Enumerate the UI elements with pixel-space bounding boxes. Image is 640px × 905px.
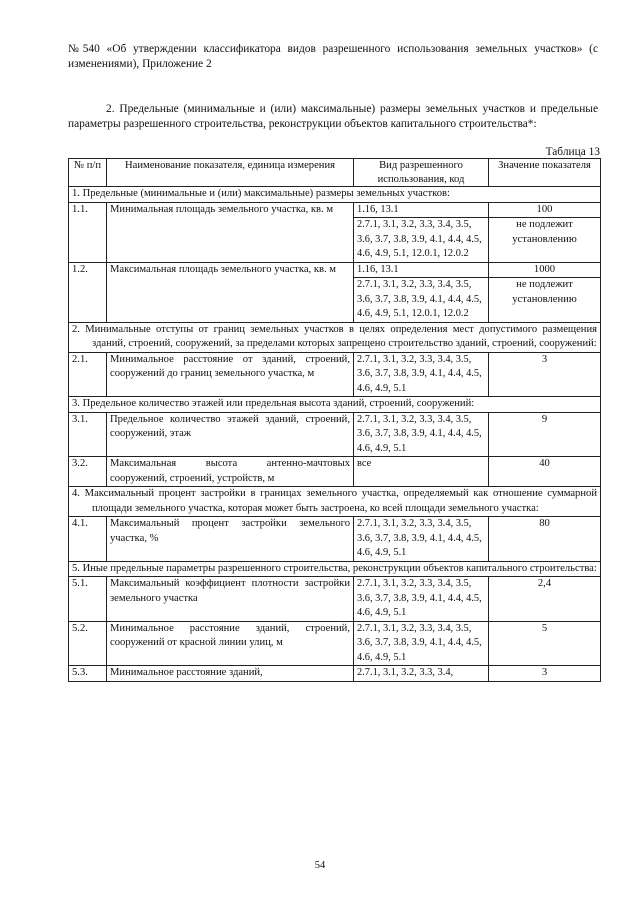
row-code: 2.7.1, 3.1, 3.2, 3.3, 3.4, 3.5, 3.6, 3.7, 3.8, 3.9, 4.1, 4.4, 4.5, 4.6, 4.9, 5.1, 12.0.1, 12.0.2 [354,278,489,323]
row-code: 2.7.1, 3.1, 3.2, 3.3, 3.4, [354,666,489,682]
row-value: не подлежит установлению [489,278,601,323]
table-label: Таблица 13 [545,146,600,158]
table-header-row [69,159,601,187]
table-row [69,457,601,487]
paragraph-2 [68,102,598,131]
header-name: Наименование показателя, единица измерения [107,159,354,187]
row-num: 1.1. [69,202,107,262]
table-row [69,666,601,682]
row-code: все [354,457,489,487]
table-row [69,517,601,562]
table-row [69,202,601,218]
section-row-1 [69,187,601,203]
table-row [69,352,601,397]
section-5-title: 5. Иные предельные параметры разрешенного строительства, реконструкции объектов капитального строительства: [72,562,597,574]
section-row-3 [69,397,601,413]
intro-text: №540 «Об утверждении классификатора видов разрешенного использования земельных участков» (с изменениями), Приложение 2 [68,43,598,70]
row-num: 5.2. [69,621,107,666]
row-name: Максимальная площадь земельного участка, кв. м [107,262,354,322]
row-num: 3.1. [69,412,107,457]
row-code: 2.7.1, 3.1, 3.2, 3.3, 3.4, 3.5, 3.6, 3.7, 3.8, 3.9, 4.1, 4.4, 4.5, 4.6, 4.9, 5.1 [354,352,489,397]
row-code: 1.16, 13.1 [354,262,489,278]
row-name: Максимальная высота антенно-мачтовых сооружений, строений, устройств, м [107,457,354,487]
section-row-2 [69,322,601,352]
header-kind: Вид разрешенного использования, код [354,159,489,187]
row-code: 2.7.1, 3.1, 3.2, 3.3, 3.4, 3.5, 3.6, 3.7, 3.8, 3.9, 4.1, 4.4, 4.5, 4.6, 4.9, 5.1 [354,412,489,457]
row-code: 2.7.1, 3.1, 3.2, 3.3, 3.4, 3.5, 3.6, 3.7, 3.8, 3.9, 4.1, 4.4, 4.5, 4.6, 4.9, 5.1 [354,577,489,622]
row-num: 2.1. [69,352,107,397]
section-1-title: 1. Предельные (минимальные и (или) максимальные) размеры земельных участков: [69,187,601,203]
row-num: 5.1. [69,577,107,622]
row-num: 1.2. [69,262,107,322]
row-code: 2.7.1, 3.1, 3.2, 3.3, 3.4, 3.5, 3.6, 3.7, 3.8, 3.9, 4.1, 4.4, 4.5, 4.6, 4.9, 5.1, 12.0.1, 12.0.2 [354,218,489,263]
table-row [69,262,601,278]
row-value: 9 [489,412,601,457]
table-row [69,621,601,666]
row-value: 3 [489,666,601,682]
row-name: Максимальный коэффициент плотности застройки земельного участка [107,577,354,622]
row-value: 2,4 [489,577,601,622]
row-name: Минимальное расстояние зданий, строений, сооружений от красной линии улиц, м [107,621,354,666]
row-value: 40 [489,457,601,487]
section-4-title: 4. Максимальный процент застройки в границах земельного участка, определяемый как отношение суммарной площади земельного участка, которая может быть застроена, ко всей площади земельного участка: [72,488,597,514]
row-code: 2.7.1, 3.1, 3.2, 3.3, 3.4, 3.5, 3.6, 3.7, 3.8, 3.9, 4.1, 4.4, 4.5, 4.6, 4.9, 5.1 [354,517,489,562]
row-value: 5 [489,621,601,666]
row-code: 1.16, 13.1 [354,202,489,218]
paragraph-2-text: 2. Предельные (минимальные и (или) максимальные) размеры земельных участков и предельные параметры разрешенного строительства, реконструкции объектов капитального строительства*: [68,103,598,130]
row-value: 1000 [489,262,601,278]
row-value: 3 [489,352,601,397]
section-row-5 [69,561,601,577]
row-value: 80 [489,517,601,562]
row-name: Предельное количество этажей зданий, строений, сооружений, этаж [107,412,354,457]
header-num: № п/п [69,159,107,187]
row-name: Минимальная площадь земельного участка, кв. м [107,202,354,262]
header-value: Значение показателя [489,159,601,187]
table-row [69,577,601,622]
section-row-4 [69,487,601,517]
table-row [69,412,601,457]
section-3-title: 3. Предельное количество этажей или предельная высота зданий, строений, сооружений: [69,397,601,413]
row-code: 2.7.1, 3.1, 3.2, 3.3, 3.4, 3.5, 3.6, 3.7, 3.8, 3.9, 4.1, 4.4, 4.5, 4.6, 4.9, 5.1 [354,621,489,666]
row-num: 5.3. [69,666,107,682]
parameters-table [68,158,601,682]
row-value: 100 [489,202,601,218]
row-num: 4.1. [69,517,107,562]
page-number: 54 [314,860,326,871]
row-num: 3.2. [69,457,107,487]
row-value: не подлежит установлению [489,218,601,263]
row-name: Минимальное расстояние зданий, [107,666,354,682]
row-name: Минимальное расстояние от зданий, строений, сооружений до границ земельного участка, м [107,352,354,397]
section-2-title: 2. Минимальные отступы от границ земельных участков в целях определения мест допустимого размещения зданий, строений, сооружений, за пределами которых запрещено строительство зданий, строений, сооружений: [72,323,597,349]
row-name: Максимальный процент застройки земельного участка, % [107,517,354,562]
